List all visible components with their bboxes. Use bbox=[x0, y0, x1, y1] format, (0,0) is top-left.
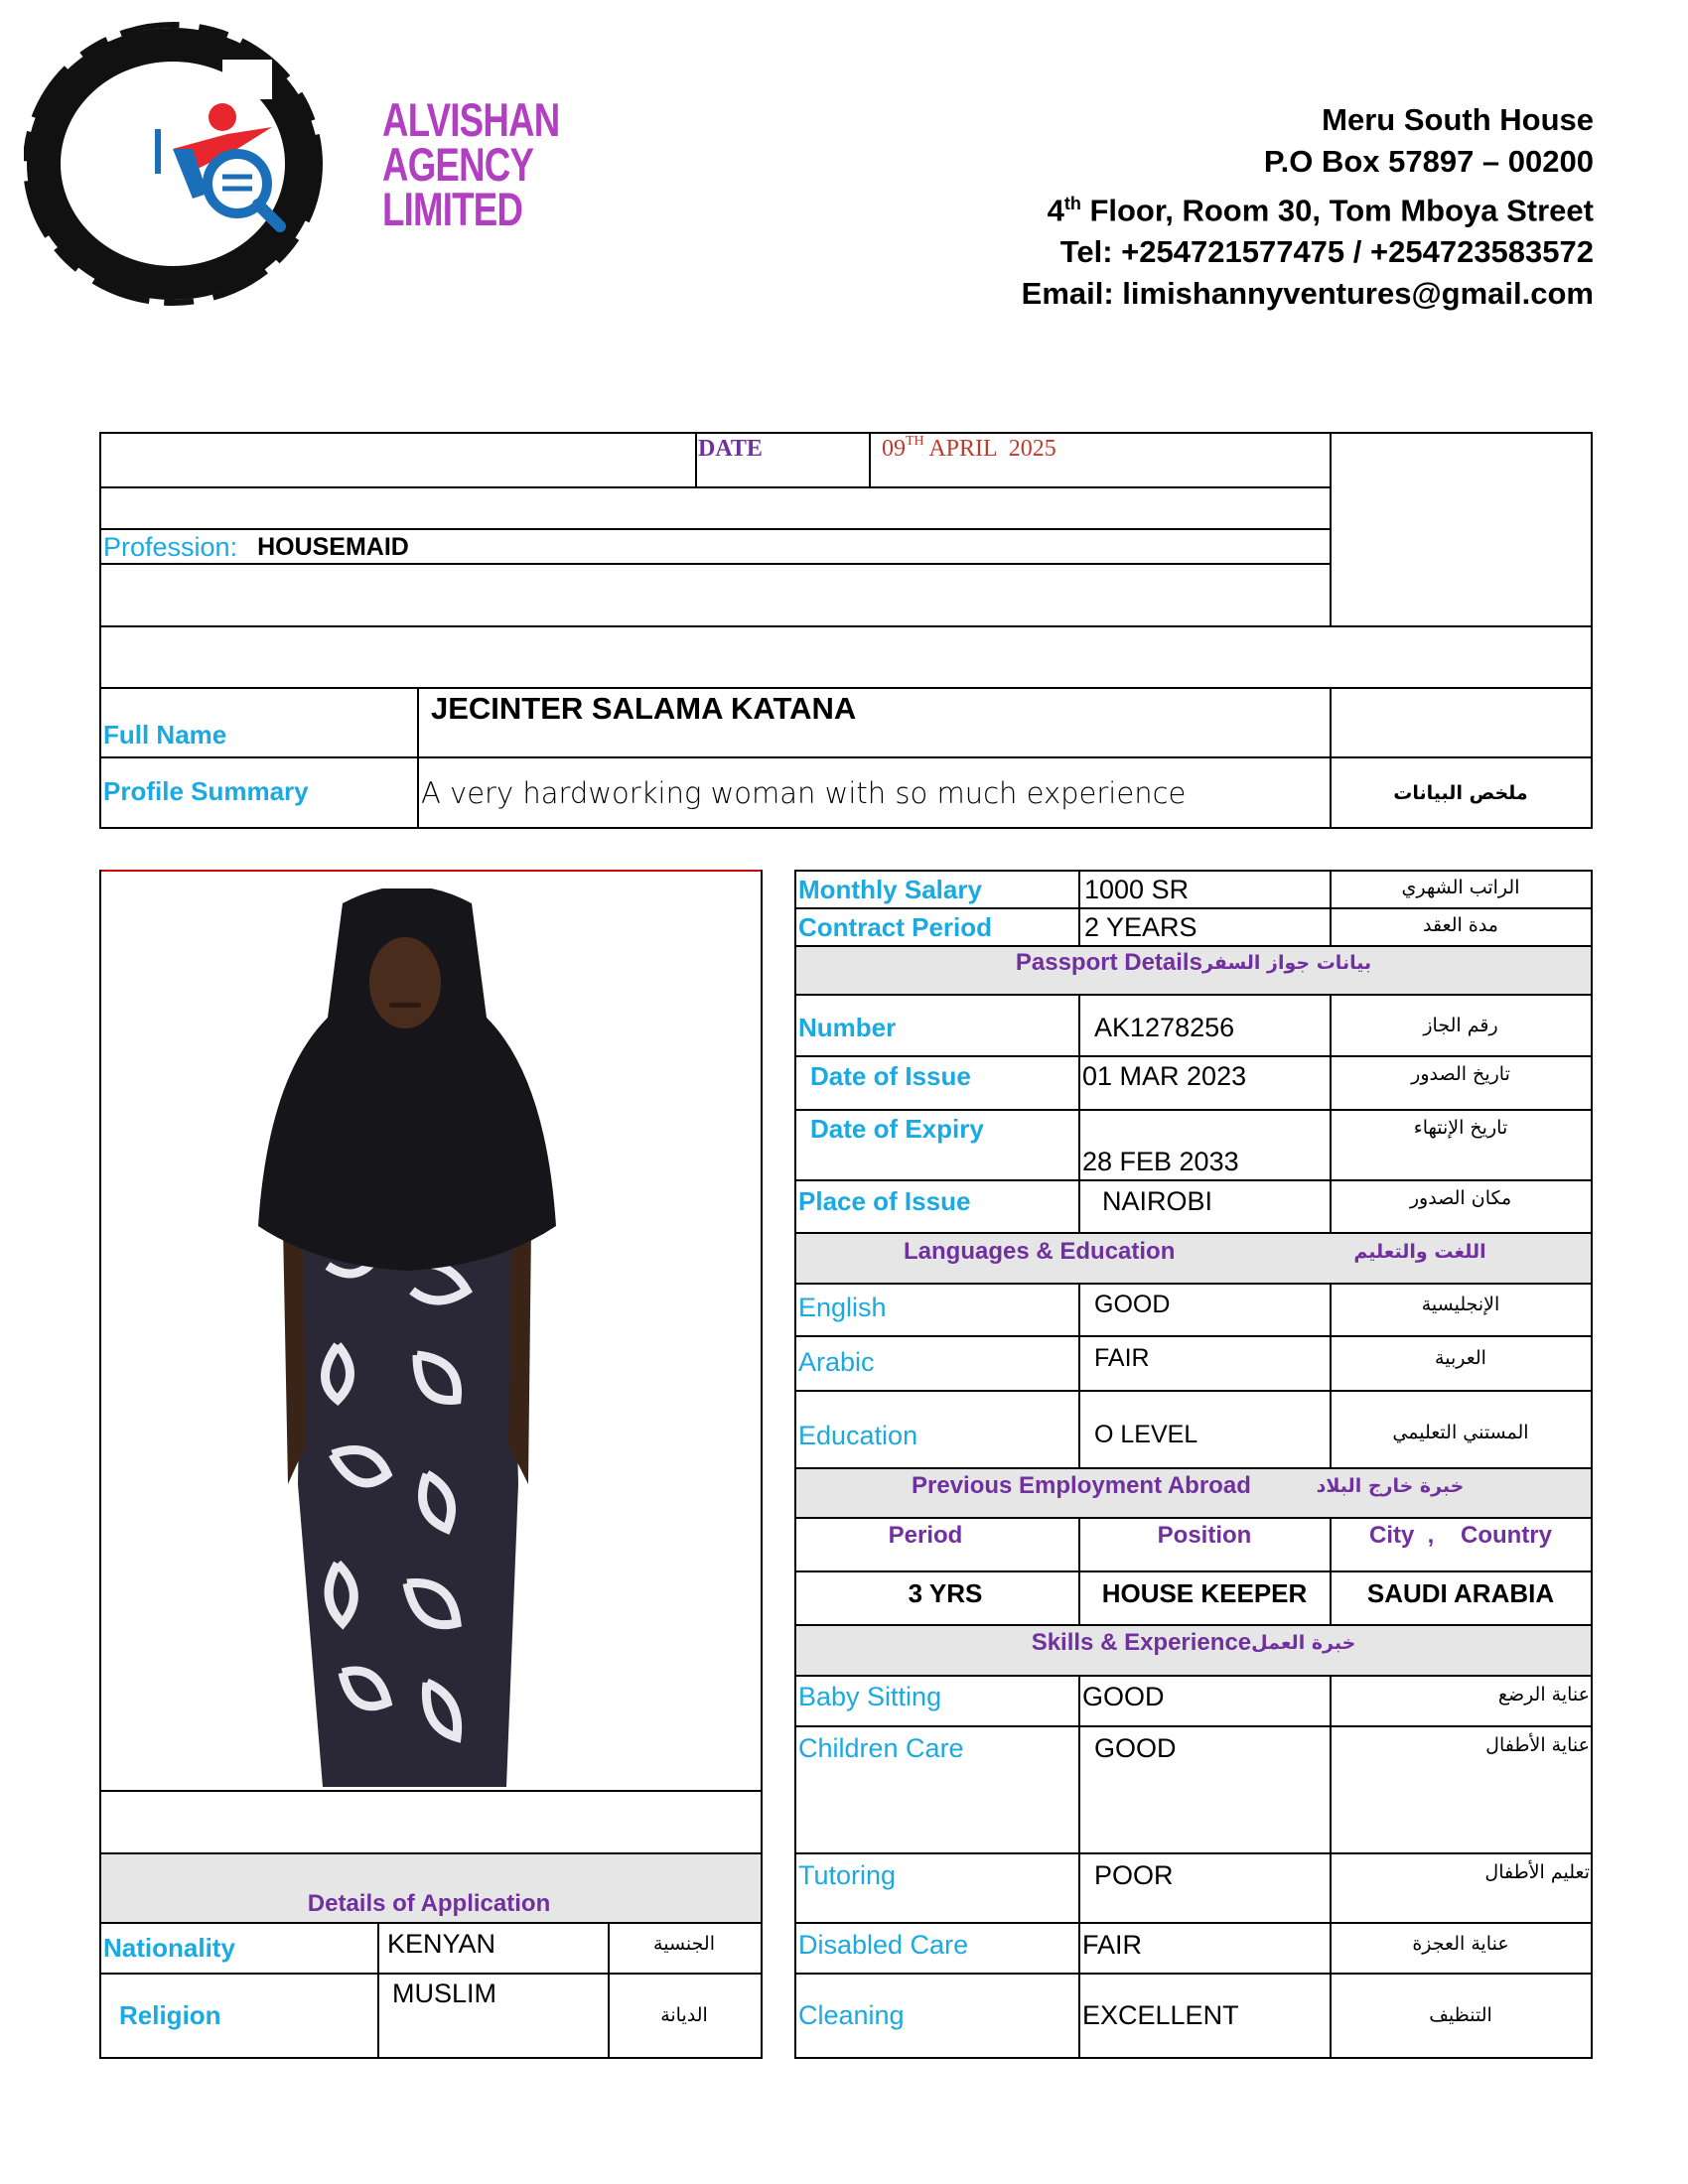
expiry-date-label: Date of Expiry bbox=[810, 1113, 984, 1144]
english-value: GOOD bbox=[1094, 1290, 1171, 1318]
place-of-issue-arabic: مكان الصدور bbox=[1409, 1187, 1512, 1209]
children-care-label: Children Care bbox=[798, 1732, 964, 1763]
profession-row bbox=[103, 530, 997, 564]
languages-heading-arabic: اللغت والتعليم bbox=[1353, 1241, 1486, 1263]
place-of-issue-value: NAIROBI bbox=[1102, 1185, 1213, 1216]
issue-date-label: Date of Issue bbox=[810, 1060, 971, 1091]
expiry-date-arabic: تاريخ الإنتهاء bbox=[1413, 1117, 1508, 1139]
passport-number-label: Number bbox=[798, 1012, 897, 1042]
employment-heading: Previous Employment Abroad bbox=[912, 1472, 1251, 1499]
period-column-header: Period bbox=[888, 1522, 963, 1549]
full-name-label: Full Name bbox=[103, 720, 227, 750]
arabic-value: FAIR bbox=[1094, 1343, 1150, 1372]
position-value: HOUSE KEEPER bbox=[1101, 1577, 1308, 1608]
passport-heading: Passport Details بيانات جواز السفر bbox=[1015, 949, 1372, 976]
issue-date-value: 01 MAR 2023 bbox=[1082, 1060, 1247, 1091]
disabled-care-value: FAIR bbox=[1082, 1929, 1143, 1960]
cleaning-label: Cleaning bbox=[798, 1999, 905, 2030]
address-street: 4th Floor, Room 30, Tom Mboya Street bbox=[1047, 193, 1594, 228]
address-po-box: P.O Box 57897 – 00200 bbox=[1263, 144, 1594, 179]
passport-number-value: AK1278256 bbox=[1094, 1012, 1235, 1042]
passport-number-arabic: رقم الجاز bbox=[1423, 1015, 1498, 1036]
address-building: Meru South House bbox=[1322, 102, 1594, 137]
issue-date-arabic: تاريخ الصدور bbox=[1411, 1063, 1510, 1085]
cleaning-arabic: التنظيف bbox=[1429, 2004, 1492, 2026]
salary-label: Monthly Salary bbox=[798, 874, 982, 904]
application-heading: Details of Application bbox=[307, 1890, 551, 1917]
religion-label: Religion bbox=[119, 1999, 221, 2030]
children-care-arabic: عناية الأطفال bbox=[1485, 1734, 1590, 1756]
tutoring-label: Tutoring bbox=[798, 1859, 897, 1890]
baby-sitting-label: Baby Sitting bbox=[798, 1681, 942, 1711]
profession-label: Profession: bbox=[103, 531, 238, 562]
agency-name-line2: AGENCY bbox=[382, 138, 534, 191]
full-name-value: JECINTER SALAMA KATANA bbox=[431, 691, 857, 726]
agency-name-line1: ALVISHAN bbox=[382, 93, 560, 146]
city-country-column-header: City , Country bbox=[1368, 1522, 1552, 1549]
arabic-arabic: العربية bbox=[1435, 1347, 1486, 1369]
date-value: 09 $^{TH}$ APRIL 2025 bbox=[882, 434, 1056, 462]
profile-summary-label: Profile Summary bbox=[103, 775, 309, 806]
cleaning-value: EXCELLENT bbox=[1082, 1999, 1239, 2030]
salary-arabic: الراتب الشهري bbox=[1401, 877, 1520, 898]
english-arabic: الإنجليسية bbox=[1421, 1294, 1500, 1315]
education-label: Education bbox=[798, 1420, 918, 1450]
children-care-value: GOOD bbox=[1094, 1732, 1177, 1763]
contract-arabic: مدة العقد bbox=[1423, 914, 1498, 936]
profile-summary-value: A very hardworking woman with so much experience bbox=[421, 776, 1187, 810]
agency-name-line3: LIMITED bbox=[382, 183, 523, 235]
period-value: 3 YRS bbox=[908, 1577, 983, 1608]
contract-value: 2 YEARS bbox=[1084, 911, 1197, 942]
expiry-date-value: 28 FEB 2033 bbox=[1082, 1146, 1239, 1176]
salary-value: 1000 SR bbox=[1084, 874, 1190, 904]
profession-value: HOUSEMAID bbox=[257, 532, 409, 561]
baby-sitting-arabic: عناية الرضع bbox=[1497, 1684, 1590, 1706]
address-email: Email: limishannyventures@gmail.com bbox=[1021, 276, 1594, 312]
nationality-arabic: الجنسية bbox=[653, 1933, 715, 1955]
date-label: DATE bbox=[698, 435, 763, 462]
disabled-care-label: Disabled Care bbox=[798, 1929, 969, 1960]
address-phone: Tel: +254721577475 / +254723583572 bbox=[1059, 234, 1594, 270]
profile-summary-arabic: ملخص البيانات bbox=[1393, 782, 1528, 804]
applicant-photo bbox=[258, 888, 556, 1787]
country-value: SAUDI ARABIA bbox=[1366, 1577, 1555, 1608]
english-label: English bbox=[798, 1292, 887, 1322]
disabled-care-arabic: عناية العجزة bbox=[1412, 1933, 1509, 1955]
languages-heading: Languages & Education bbox=[904, 1238, 1176, 1265]
tutoring-value: POOR bbox=[1094, 1859, 1174, 1890]
education-arabic: المستني التعليمي bbox=[1392, 1422, 1529, 1443]
position-column-header: Position bbox=[1157, 1522, 1252, 1549]
education-value: O LEVEL bbox=[1094, 1420, 1198, 1448]
agency-name bbox=[382, 93, 560, 235]
tutoring-arabic: تعليم الأطفال bbox=[1484, 1861, 1590, 1883]
religion-arabic: الديانة bbox=[660, 2004, 708, 2026]
nationality-value: KENYAN bbox=[387, 1928, 496, 1959]
skills-heading: Skills & Experience خبرة العمل bbox=[1031, 1629, 1356, 1656]
religion-value: MUSLIM bbox=[392, 1978, 497, 2008]
nationality-label: Nationality bbox=[103, 1932, 235, 1963]
employment-heading-arabic: خبرة خارج البلاد bbox=[1316, 1475, 1465, 1497]
agency-address bbox=[1022, 99, 1594, 315]
baby-sitting-value: GOOD bbox=[1082, 1681, 1165, 1711]
place-of-issue-label: Place of Issue bbox=[798, 1185, 971, 1216]
arabic-label: Arabic bbox=[798, 1346, 875, 1377]
contract-label: Contract Period bbox=[798, 911, 993, 942]
